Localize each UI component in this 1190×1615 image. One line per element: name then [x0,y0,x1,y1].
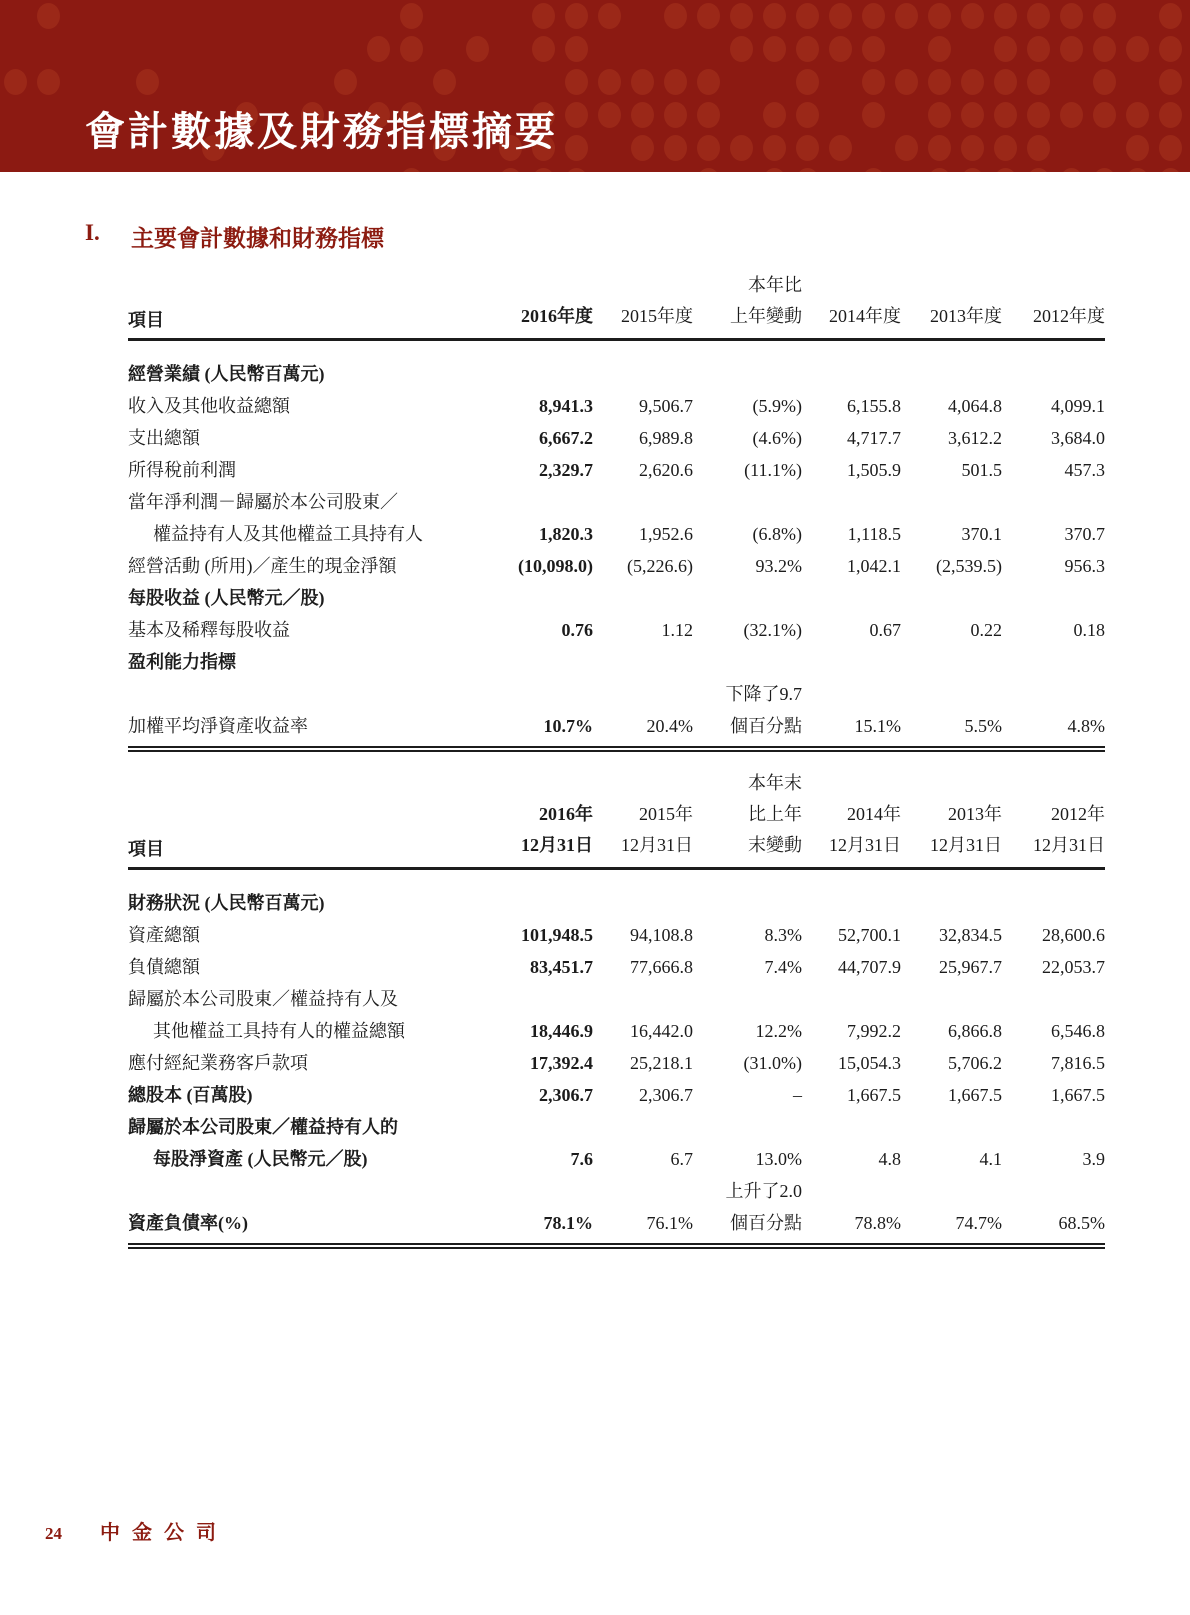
banner-dot [796,3,819,29]
banner-dot [862,168,885,172]
cell-value: (4.6%) [752,428,802,448]
column-header: 2016年度 [521,306,593,326]
table-row [128,514,1105,546]
footer-company-name: 中金公司 [100,1522,228,1544]
cell-value: (5,226.6) [627,556,693,576]
banner-dot [895,135,918,161]
banner-dot [1093,3,1116,29]
cell-value: 2,620.6 [639,460,693,480]
row-label: 當年淨利潤－歸屬於本公司股東／ [128,492,398,512]
banner-dot [565,102,588,128]
cell-value: 3,612.2 [948,428,1002,448]
banner-dot [1027,3,1050,29]
banner-dot [763,3,786,29]
column-header: 本年末 比上年 末變動 [748,773,802,855]
table-row [128,1139,1105,1171]
cell-value: 下降了9.7 [725,684,802,704]
cell-value: 1,667.5 [948,1085,1002,1105]
banner-dot [598,3,621,29]
cell-value: (5.9%) [752,396,802,416]
cell-value: 4.1 [979,1149,1002,1169]
table-bottom-rule [128,746,1105,752]
banner-dot [961,102,984,128]
table-row [128,386,1105,418]
cell-value: 1,952.6 [639,524,693,544]
banner-dot [565,168,588,172]
table-header [128,768,1105,861]
banner-dot [697,69,720,95]
row-label: 所得稅前利潤 [128,460,236,480]
section-title: 主要會計數據和財務指標 [131,226,384,251]
table-row [128,610,1105,642]
banner-dot [730,135,753,161]
banner-dot [532,36,555,62]
banner-dot [598,69,621,95]
cell-value: 5,706.2 [948,1053,1002,1073]
footer-page-number: 24 [45,1524,62,1543]
cell-value: 個百分點 [730,1213,802,1233]
table-row [128,642,1105,674]
cell-value: – [793,1085,802,1105]
banner-dot [532,3,555,29]
banner-dot [928,3,951,29]
banner-dot [1093,102,1116,128]
banner-dot [928,69,951,95]
cell-value: (6.8%) [752,524,802,544]
table-row [128,674,1105,706]
cell-value: 8,941.3 [539,396,593,416]
row-label: 權益持有人及其他權益工具持有人 [153,524,423,544]
cell-value: 17,392.4 [530,1053,593,1073]
column-header: 2012年度 [1033,306,1105,326]
cell-value: 15,054.3 [838,1053,901,1073]
cell-value: 28,600.6 [1042,925,1105,945]
banner-dot [37,3,60,29]
cell-value: 18,446.9 [530,1021,593,1041]
cell-value: 13.0% [755,1149,802,1169]
cell-value: 16,442.0 [630,1021,693,1041]
cell-value: 4,717.7 [847,428,901,448]
table-financial-position [128,768,1105,1249]
banner-dot [1159,36,1182,62]
cell-value: 74.7% [955,1213,1002,1233]
banner-dot [1159,135,1182,161]
banner-dot [928,168,951,172]
banner-dot [334,69,357,95]
cell-value: 12.2% [755,1021,802,1041]
cell-value: 1,820.3 [539,524,593,544]
banner-dot [400,168,423,172]
banner-dot [1060,102,1083,128]
cell-value: 7.4% [764,957,802,977]
cell-value: 4,099.1 [1051,396,1105,416]
banner-dot [1060,3,1083,29]
row-label: 應付經紀業務客戶款項 [128,1053,308,1073]
table-row [128,947,1105,979]
table-row [128,1171,1105,1203]
banner-dot [829,135,852,161]
table-bottom-rule [128,1243,1105,1249]
banner-dot [1027,102,1050,128]
banner-dot [1159,3,1182,29]
column-header: 2014年 12月31日 [829,804,901,855]
cell-value: 1,667.5 [1051,1085,1105,1105]
banner-dot [4,69,27,95]
column-header: 2012年 12月31日 [1033,804,1105,855]
table-row [128,546,1105,578]
table-body [128,883,1105,1235]
column-header-label: 項目 [128,839,164,859]
banner-dot [994,36,1017,62]
banner-dot [796,168,819,172]
table-row [128,482,1105,514]
cell-value: 68.5% [1058,1213,1105,1233]
banner-dot [631,102,654,128]
banner-dot [1027,135,1050,161]
banner-dot [136,69,159,95]
banner-dot [928,102,951,128]
cell-value: 2,306.7 [539,1085,593,1105]
banner-dot [994,102,1017,128]
banner-dot [598,102,621,128]
cell-value: 上升了2.0 [725,1181,802,1201]
banner-dot [1159,168,1182,172]
cell-value: 6,866.8 [948,1021,1002,1041]
banner-dot [928,36,951,62]
banner-dot [1093,168,1116,172]
column-header: 2013年 12月31日 [930,804,1002,855]
column-header: 2013年度 [930,306,1002,326]
cell-value: 6,989.8 [639,428,693,448]
row-label: 收入及其他收益總額 [128,396,290,416]
banner-dot [1159,102,1182,128]
row-label: 經營業績 (人民幣百萬元) [128,364,325,384]
banner-dot [631,69,654,95]
banner-dot [961,69,984,95]
cell-value: 501.5 [961,460,1002,480]
banner-dot [895,3,918,29]
banner-dot [1126,168,1149,172]
banner-dot [37,69,60,95]
banner-dot [1126,36,1149,62]
cell-value: 5.5% [964,716,1002,736]
cell-value: 1,042.1 [847,556,901,576]
section-heading [85,220,384,253]
cell-value: 8.3% [764,925,802,945]
row-label: 資產總額 [128,925,200,945]
banner-dot [862,69,885,95]
cell-value: 15.1% [854,716,901,736]
cell-value: 4.8% [1067,716,1105,736]
header-banner [0,0,1190,172]
cell-value: 101,948.5 [521,925,593,945]
page-footer [45,1516,228,1545]
banner-dot [697,102,720,128]
banner-dot [664,135,687,161]
cell-value: 0.22 [970,620,1002,640]
cell-value: (11.1%) [744,460,802,480]
row-label: 基本及稀釋每股收益 [128,620,290,640]
row-label: 歸屬於本公司股東／權益持有人的 [128,1117,398,1137]
cell-value: (10,098.0) [518,556,593,576]
cell-value: (2,539.5) [936,556,1002,576]
cell-value: 4,064.8 [948,396,1002,416]
banner-dot [1060,36,1083,62]
banner-dot [796,36,819,62]
cell-value: 22,053.7 [1042,957,1105,977]
banner-dot [829,36,852,62]
cell-value: 6,667.2 [539,428,593,448]
cell-value: 6,155.8 [847,396,901,416]
table-body [128,354,1105,738]
table-row [128,1107,1105,1139]
cell-value: (31.0%) [743,1053,802,1073]
banner-dot [697,135,720,161]
cell-value: 1,118.5 [847,524,901,544]
banner-dot [565,135,588,161]
banner-dot [994,168,1017,172]
table-head-rule [128,867,1105,870]
banner-dot [763,36,786,62]
banner-dot [1027,69,1050,95]
cell-value: 2,329.7 [539,460,593,480]
banner-dot [862,36,885,62]
cell-value: 0.76 [561,620,593,640]
banner-dot [1159,69,1182,95]
cell-value: 4.8 [878,1149,901,1169]
banner-dot [367,36,390,62]
cell-value: 956.3 [1064,556,1105,576]
cell-value: (32.1%) [743,620,802,640]
cell-value: 3,684.0 [1051,428,1105,448]
cell-value: 3.9 [1082,1149,1105,1169]
table-row [128,578,1105,610]
banner-dot [400,3,423,29]
banner-dot [565,3,588,29]
cell-value: 25,218.1 [630,1053,693,1073]
cell-value: 7.6 [570,1149,593,1169]
banner-dot [862,3,885,29]
banner-dot [466,36,489,62]
row-label: 負債總額 [128,957,200,977]
banner-dot [961,135,984,161]
column-header: 2015年 12月31日 [621,804,693,855]
table-row [128,883,1105,915]
banner-dot [796,69,819,95]
banner-dot [796,135,819,161]
table-row [128,1043,1105,1075]
banner-dot [433,69,456,95]
banner-dot [565,69,588,95]
table-row [128,450,1105,482]
banner-dot [1093,36,1116,62]
cell-value: 7,816.5 [1051,1053,1105,1073]
cell-value: 6,546.8 [1051,1021,1105,1041]
banner-dot [763,168,786,172]
banner-dot [631,135,654,161]
column-header-label: 項目 [128,310,164,330]
table-row [128,915,1105,947]
banner-dot [928,135,951,161]
banner-dot [862,102,885,128]
banner-dot [1027,36,1050,62]
cell-value: 93.2% [755,556,802,576]
cell-value: 32,834.5 [939,925,1002,945]
row-label: 經營活動 (所用)／產生的現金淨額 [128,556,397,576]
banner-dot [730,3,753,29]
banner-dot [400,36,423,62]
banner-dot [499,168,522,172]
page-title: 會計數據及財務指標摘要 [85,109,558,154]
cell-value: 7,992.2 [847,1021,901,1041]
banner-dot [565,36,588,62]
cell-value: 1.12 [661,620,693,640]
row-label: 每股收益 (人民幣元／股) [128,588,325,608]
row-label: 資產負債率(%) [128,1213,248,1233]
banner-dot [994,3,1017,29]
row-label: 財務狀況 (人民幣百萬元) [128,893,325,913]
column-header: 2014年度 [829,306,901,326]
row-label: 其他權益工具持有人的權益總額 [153,1021,405,1041]
cell-value: 44,707.9 [838,957,901,977]
cell-value: 457.3 [1064,460,1105,480]
table-operating-results [128,270,1105,752]
cell-value: 76.1% [646,1213,693,1233]
cell-value: 0.18 [1073,620,1105,640]
table-row [128,1203,1105,1235]
banner-dot [994,69,1017,95]
table-row [128,1075,1105,1107]
banner-dot [1027,168,1050,172]
cell-value: 1,667.5 [847,1085,901,1105]
section-number: I. [85,220,100,245]
table-row [128,1011,1105,1043]
cell-value: 52,700.1 [838,925,901,945]
cell-value: 77,666.8 [630,957,693,977]
cell-value: 20.4% [646,716,693,736]
row-label: 每股淨資產 (人民幣元／股) [153,1149,368,1169]
banner-dot [532,168,555,172]
table-row [128,354,1105,386]
banner-dot [763,135,786,161]
banner-dot [664,69,687,95]
banner-dot [664,3,687,29]
banner-dot [697,3,720,29]
cell-value: 78.1% [543,1213,593,1233]
cell-value: 0.67 [869,620,901,640]
cell-value: 1,505.9 [847,460,901,480]
row-label: 加權平均淨資產收益率 [128,716,308,736]
cell-value: 個百分點 [730,716,802,736]
table-row [128,418,1105,450]
column-header: 本年比 上年變動 [730,275,802,326]
cell-value: 9,506.7 [639,396,693,416]
column-header: 2016年 12月31日 [521,804,593,855]
cell-value: 83,451.7 [530,957,593,977]
cell-value: 25,967.7 [939,957,1002,977]
banner-dot [796,102,819,128]
banner-dot [730,36,753,62]
table-head-rule [128,338,1105,341]
cell-value: 370.1 [961,524,1002,544]
banner-dot [1060,168,1083,172]
table-row [128,706,1105,738]
cell-value: 370.7 [1064,524,1105,544]
banner-dot [829,3,852,29]
table-header [128,270,1105,332]
banner-dot [961,168,984,172]
cell-value: 78.8% [854,1213,901,1233]
banner-dot [664,102,687,128]
cell-value: 6.7 [670,1149,693,1169]
cell-value: 2,306.7 [639,1085,693,1105]
banner-dot [763,102,786,128]
banner-dot [1126,135,1149,161]
row-label: 歸屬於本公司股東／權益持有人及 [128,989,398,1009]
table-row [128,979,1105,1011]
cell-value: 10.7% [543,716,593,736]
banner-dot [1093,69,1116,95]
banner-dot [994,135,1017,161]
row-label: 盈利能力指標 [128,652,236,672]
banner-dot [697,168,720,172]
cell-value: 94,108.8 [630,925,693,945]
column-header: 2015年度 [621,306,693,326]
banner-dot [1126,102,1149,128]
row-label: 支出總額 [128,428,200,448]
banner-dot [895,69,918,95]
row-label: 總股本 (百萬股) [128,1085,253,1105]
banner-dot [961,3,984,29]
